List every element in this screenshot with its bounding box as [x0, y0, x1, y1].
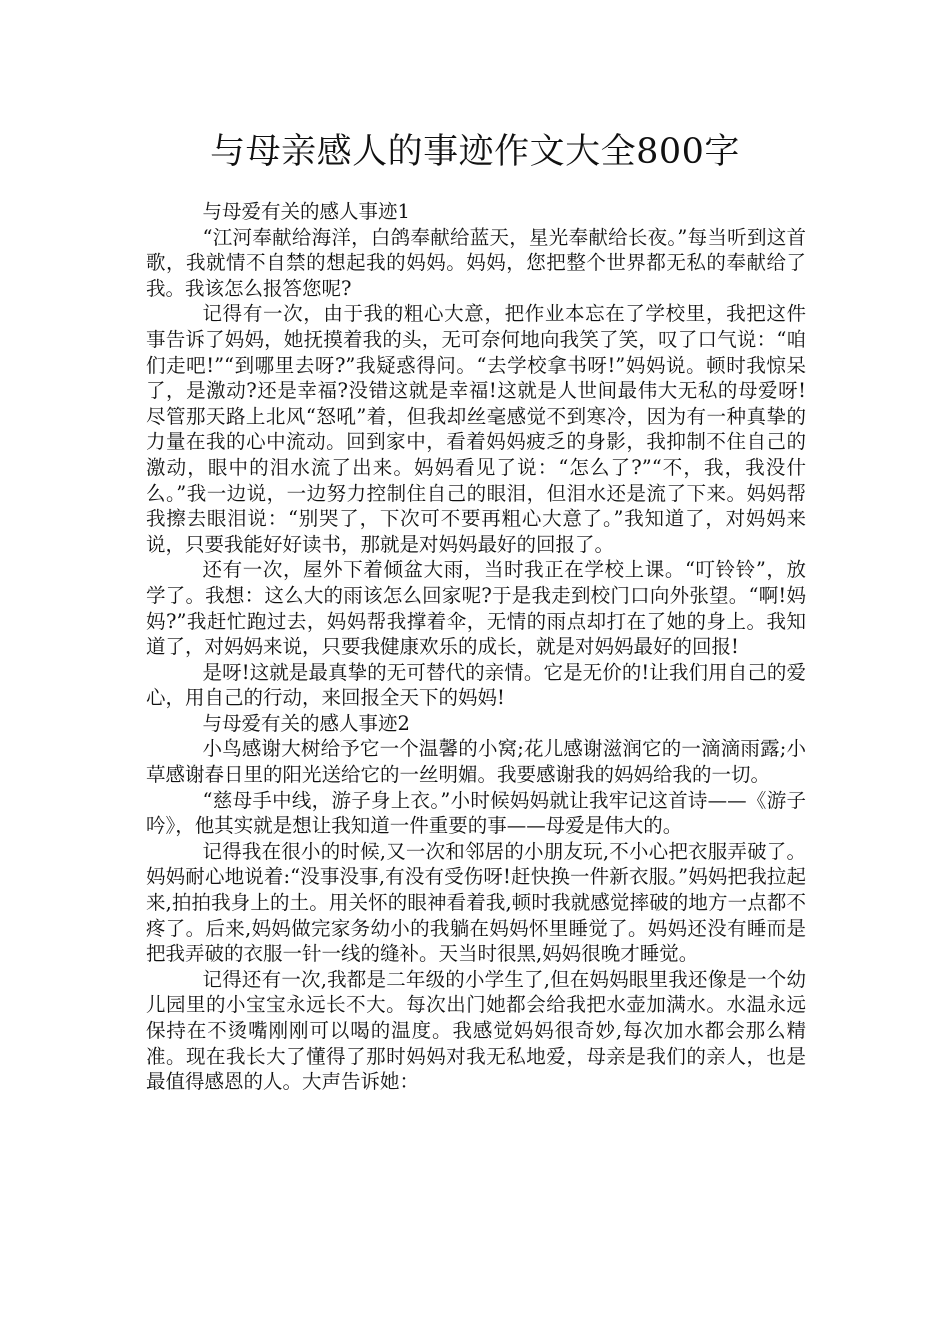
paragraph: 还有一次，屋外下着倾盆大雨，当时我正在学校上课。“叮铃铃”，放学了。我想：这么大的雨该怎么回家呢?于是我走到校门口向外张望。“啊!妈妈?”我赶忙跑过去，妈妈帮我撑着伞，无情的雨点却打在了她的身上。我知道了，对妈妈来说，只要我健康欢乐的成长，就是对妈妈最好的回报!: [146, 558, 806, 659]
paragraph: 是呀!这就是最真挚的无可替代的亲情。它是无价的!让我们用自己的爱心，用自己的行动，来回报全天下的妈妈!: [146, 660, 806, 710]
page-title: 与母亲感人的事迹作文大全800字: [210, 132, 740, 172]
paragraph: “慈母手中线，游子身上衣。”小时候妈妈就让我牢记这首诗——《游子吟》，他其实就是想让我知道一件重要的事——母爱是伟大的。: [146, 788, 806, 838]
section-heading-1: 与母爱有关的感人事迹1: [202, 200, 410, 223]
paragraph: 记得我在很小的时候,又一次和邻居的小朋友玩,不小心把衣服弄破了。妈妈耐心地说着:“没事没事,有没有受伤呀!赶快换一件新衣服。”妈妈把我拉起来,拍拍我身上的土。用关怀的眼神看着我,顿时我就感觉摔破的地方一点都不疼了。后来,妈妈做完家务幼小的我躺在妈妈怀里睡觉了。妈妈还没有睡而是把我弄破的衣服一针一线的缝补。天当时很黑,妈妈很晚才睡觉。: [146, 839, 806, 966]
section-heading-2: 与母爱有关的感人事迹2: [202, 711, 410, 735]
paragraph: 记得有一次，由于我的粗心大意，把作业本忘在了学校里，我把这件事告诉了妈妈，她抚摸着我的头，无可奈何地向我笑了笑，叹了口气说：“咱们走吧!”“到哪里去呀?”我疑惑得问。“去学校拿书呀!”妈妈说。顿时我惊呆了，是激动?还是幸福?没错这就是幸福!这就是人世间最伟大无私的母爱呀!尽管那天路上北风“怒吼”着，但我却丝毫感觉不到寒冷，因为有一种真挚的力量在我的心中流动。回到家中，看着妈妈疲乏的身影，我抑制不住自己的激动，眼中的泪水流了出来。妈妈看见了说：“怎么了?”“不，我，我没什么。”我一边说，一边努力控制住自己的眼泪，但泪水还是流了下来。妈妈帮我擦去眼泪说：“别哭了，下次可不要再粗心大意了。”我知道了，对妈妈来说，只要我能好好读书，那就是对妈妈最好的回报了。: [146, 302, 806, 556]
article-body: [146, 199, 806, 1095]
paragraph: “江河奉献给海洋，白鸽奉献给蓝天，星光奉献给长夜。”每当听到这首歌，我就情不自禁的想起我的妈妈。妈妈，您把整个世界都无私的奉献给了我。我该怎么报答您呢?: [146, 225, 806, 300]
paragraph: 记得还有一次,我都是二年级的小学生了,但在妈妈眼里我还像是一个幼儿园里的小宝宝永远长不大。每次出门她都会给我把水壶加满水。水温永远保持在不烫嘴刚刚可以喝的温度。我感觉妈妈很奇妙,每次加水都会那么精准。现在我长大了懂得了那时妈妈对我无私地爱，母亲是我们的亲人，也是最值得感恩的人。大声告诉她：: [146, 967, 806, 1094]
paragraph: 小鸟感谢大树给予它一个温馨的小窝;花儿感谢滋润它的一滴滴雨露;小草感谢春日里的阳光送给它的一丝明媚。我要感谢我的妈妈给我的一切。: [146, 737, 806, 787]
